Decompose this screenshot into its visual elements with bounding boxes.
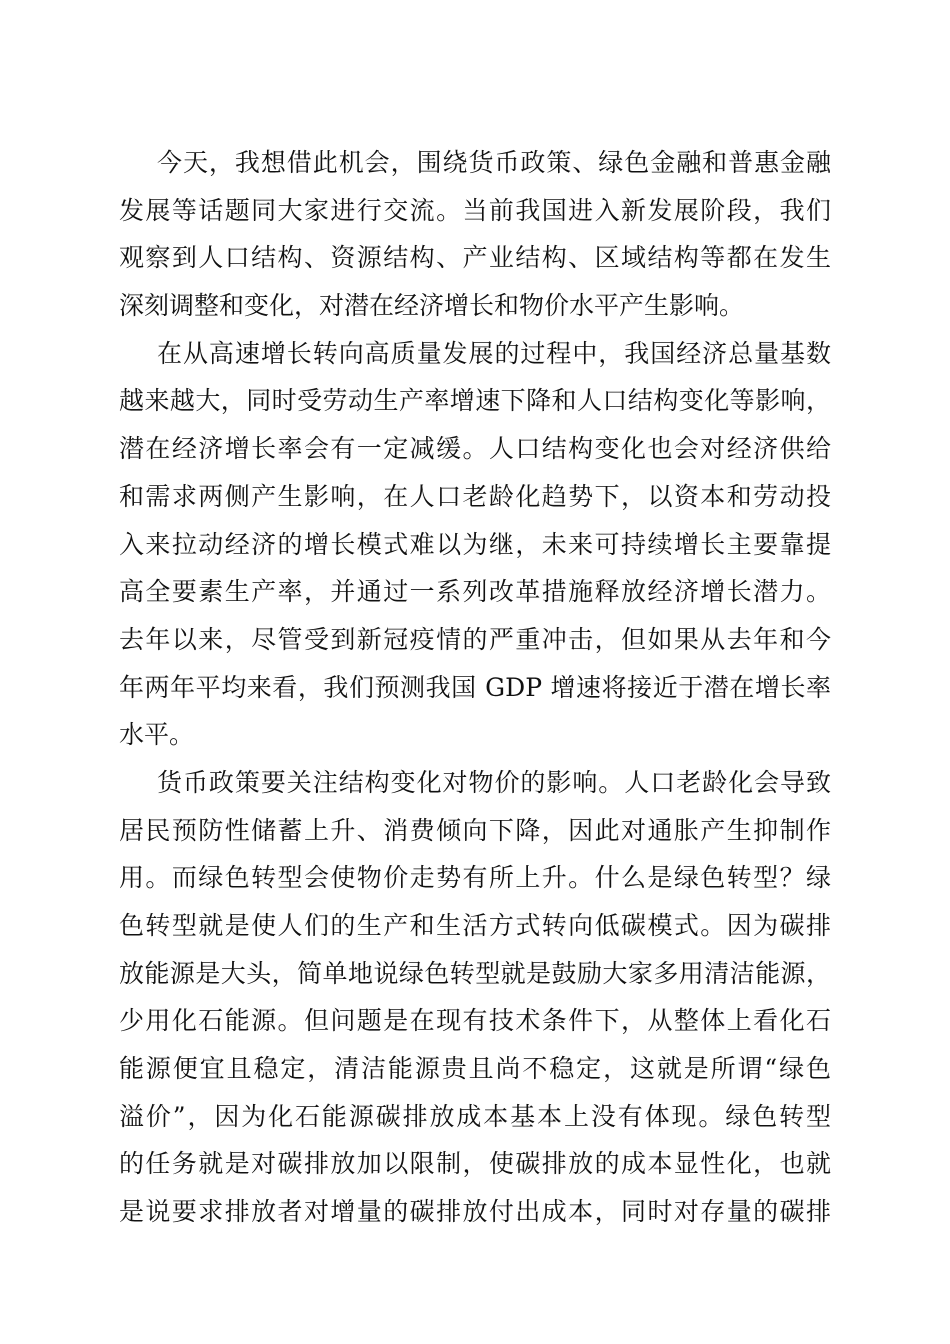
paragraph-2-line-9: 水平。 <box>119 720 195 750</box>
paragraph-2-line-4: 和需求两侧产生影响，在人口老龄化趋势下，以资本和劳动投 <box>119 481 831 511</box>
paragraph-2-line-1: 在从高速增长转向高质量发展的过程中，我国经济总量基数 <box>157 338 831 368</box>
paragraph-2-line-7: 去年以来，尽管受到新冠疫情的严重冲击，但如果从去年和今 <box>119 624 831 654</box>
paragraph-3-line-6: 少用化石能源。但问题是在现有技术条件下，从整体上看化石 <box>119 1006 831 1036</box>
paragraph-2-line-3: 潜在经济增长率会有一定减缓。人口结构变化也会对经济供给 <box>119 434 831 464</box>
paragraph-3-line-4: 色转型就是使人们的生产和生活方式转向低碳模式。因为碳排 <box>119 911 831 940</box>
paragraph-2-line-6: 高全要素生产率，并通过一系列改革措施释放经济增长潜力。 <box>119 577 831 607</box>
paragraph-1-line-4: 深刻调整和变化，对潜在经济增长和物价水平产生影响。 <box>119 291 745 321</box>
paragraph-2-line-5: 入来拉动经济的增长模式难以为继，未来可持续增长主要靠提 <box>119 529 831 559</box>
paragraph-3-line-2: 居民预防性储蓄上升、消费倾向下降，因此对通胀产生抑制作 <box>119 815 831 845</box>
paragraph-3-line-7: 能源便宜且稳定，清洁能源贵且尚不稳定，这就是所谓“绿色 <box>119 1054 831 1084</box>
paragraph-3-line-10: 是说要求排放者对增量的碳排放付出成本，同时对存量的碳排 <box>119 1197 831 1227</box>
body-text <box>119 139 831 1236</box>
paragraph-1-line-2: 发展等话题同大家进行交流。当前我国进入新发展阶段，我们 <box>119 195 831 225</box>
paragraph-3-line-3: 用。而绿色转型会使物价走势有所上升。什么是绿色转型？绿 <box>119 863 831 893</box>
paragraph-1-line-3: 观察到人口结构、资源结构、产业结构、区域结构等都在发生 <box>119 243 831 273</box>
paragraph-2-line-2: 越来越大，同时受劳动生产率增速下降和人口结构变化等影响， <box>119 386 831 416</box>
paragraph-2-line-8: 年两年平均来看，我们预测我国 GDP 增速将接近于潜在增长率 <box>119 672 831 702</box>
paragraph-3-line-9: 的任务就是对碳排放加以限制，使碳排放的成本显性化，也就 <box>119 1149 831 1179</box>
paragraph-3-line-5: 放能源是大头，简单地说绿色转型就是鼓励大家多用清洁能源， <box>119 958 831 988</box>
paragraph-1-line-1: 今天，我想借此机会，围绕货币政策、绿色金融和普惠金融 <box>157 148 831 177</box>
paragraph-3-line-1: 货币政策要关注结构变化对物价的影响。人口老龄化会导致 <box>157 767 831 797</box>
paragraph-3-line-8: 溢价”，因为化石能源碳排放成本基本上没有体现。绿色转型 <box>119 1101 831 1131</box>
